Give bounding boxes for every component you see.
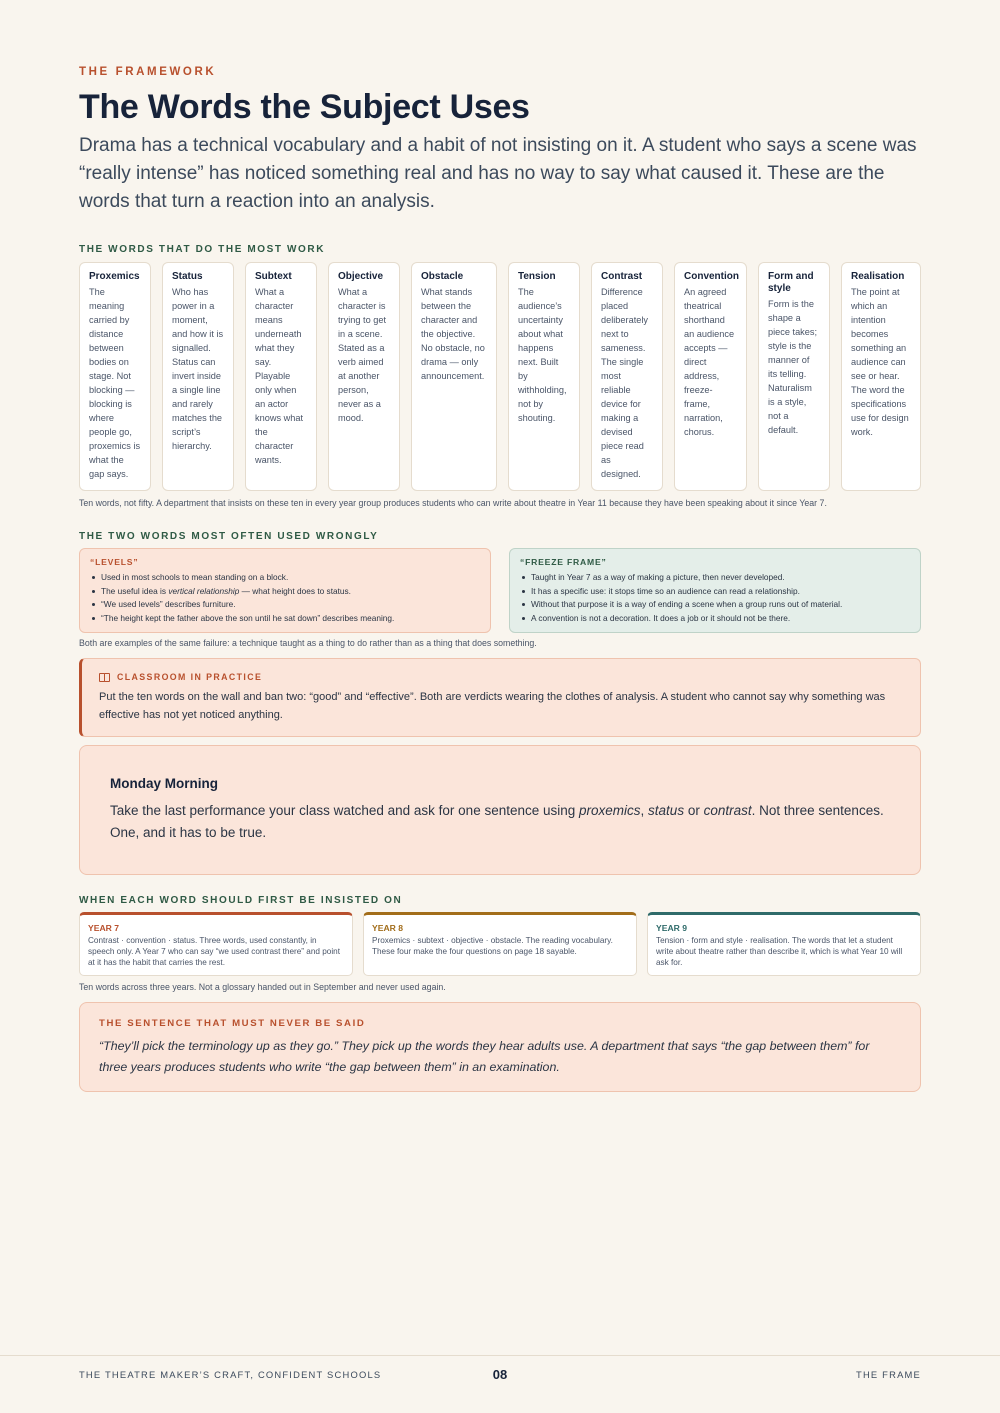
practice-label — [99, 672, 903, 682]
word-definition: What a character is trying to get in a scene. Stated as a verb aimed at another person, never as a mood. — [338, 287, 387, 423]
list-item: A convention is not a decoration. It does a job or it should not be there. — [520, 612, 910, 626]
list-item: Without that purpose it is a way of ending a scene when a group runs out of material. — [520, 598, 910, 612]
never-said-text: “They’ll pick the terminology up as they go.” They pick up the words they hear adults use. A department that says “the gap between them” for three years produces students who write “the gap between them” in an examination. — [99, 1039, 870, 1074]
list-item: “We used levels” describes furniture. — [90, 598, 480, 612]
word-card-form-and-style — [758, 262, 830, 491]
emphasis-status: status — [648, 803, 685, 818]
list-item: “The height kept the father above the son until he sat down” describes meaning. — [90, 612, 480, 626]
word-card-tension — [508, 262, 580, 491]
levels-title: “LEVELS” — [90, 557, 139, 567]
wrong-section-label: THE TWO WORDS MOST OFTEN USED WRONGLY — [79, 531, 379, 542]
section-eyebrow: THE FRAMEWORK — [79, 66, 217, 78]
never-said-box — [79, 1002, 921, 1092]
footer — [79, 1368, 921, 1382]
page-number: 08 — [492, 1367, 508, 1382]
word-card-obstacle — [411, 262, 497, 491]
word-cards — [79, 262, 921, 491]
word-name: Tension — [518, 271, 556, 282]
year-label: YEAR 7 — [88, 923, 120, 933]
footer-section: THE FRAME — [856, 1369, 921, 1380]
word-name: Convention — [684, 271, 739, 282]
word-card-proxemics — [79, 262, 151, 491]
emphasis-contrast: contrast — [703, 803, 752, 818]
monday-text-part: , — [640, 803, 649, 818]
word-name: Realisation — [851, 271, 905, 282]
word-card-realisation — [841, 262, 921, 491]
freeze-frame-box — [509, 548, 921, 633]
word-name: Obstacle — [421, 271, 464, 282]
list-item: Taught in Year 7 as a way of making a picture, then never developed. — [520, 571, 910, 585]
word-name: Proxemics — [89, 271, 140, 282]
year-card-8 — [363, 912, 637, 976]
word-definition: What a character means underneath what they say. Playable only when an actor knows what the character wants. — [255, 287, 304, 465]
year-card-9 — [647, 912, 921, 976]
word-card-status — [162, 262, 234, 491]
word-card-objective — [328, 262, 400, 491]
levels-box — [79, 548, 491, 633]
monday-text-part: or — [684, 803, 704, 818]
emphasis-text: vertical relationship — [168, 585, 240, 596]
levels-list — [90, 571, 480, 625]
word-definition: The meaning carried by distance between bodies on stage. Not blocking — blocking is where people go, proxemics is what the gap says. — [89, 287, 141, 479]
word-definition: Form is the shape a piece takes; style is the manner of its telling. Naturalism is a style, not a default. — [768, 299, 818, 435]
list-item: Used in most schools to mean standing on a block. — [90, 571, 480, 585]
word-name: Contrast — [601, 271, 643, 282]
year-text: Tension · form and style · realisation. The words that let a student write about theatre rather than describe it, which is what Year 10 will ask for. — [656, 936, 903, 967]
monday-text — [110, 800, 890, 844]
word-definition: The audience’s uncertainty about what happens next. Built by withholding, not by shouting. — [518, 287, 567, 423]
words-note: Ten words, not fifty. A department that insists on these ten in every year group produces students who can write about theatre in Year 11 because they have been speaking about it since Year 7. — [79, 498, 827, 508]
never-said-label: THE SENTENCE THAT MUST NEVER BE SAID — [99, 1018, 366, 1029]
lede-paragraph: Drama has a technical vocabulary and a habit of not insisting on it. A student who says a scene was “really intense” has noticed something real and has no way to say what caused it. These are the words that turn a reaction into an analysis. — [79, 135, 917, 212]
words-section-label: THE WORDS THAT DO THE MOST WORK — [79, 244, 326, 255]
years-note: Ten words across three years. Not a glossary handed out in September and never used again. — [79, 982, 446, 992]
list-item: It has a specific use: it stops time so an audience can read a relationship. — [520, 585, 910, 599]
monday-text-part: . Not three sentences. One, and it has to be true. — [110, 803, 884, 840]
year-text: Proxemics · subtext · objective · obstacle. The reading vocabulary. These four make the four questions on page 18 sayable. — [372, 936, 613, 956]
freeze-frame-title: “FREEZE FRAME” — [520, 557, 607, 567]
word-name: Status — [172, 271, 203, 282]
page-title: The Words the Subject Uses — [79, 88, 530, 126]
word-definition: An agreed theatrical shorthand an audience accepts — direct address, freeze-frame, narration, chorus. — [684, 287, 735, 437]
list-item-text: — what height does to status. — [239, 585, 351, 596]
word-name: Objective — [338, 271, 384, 282]
year-label: YEAR 8 — [372, 923, 404, 933]
practice-label-text: CLASSROOM IN PRACTICE — [117, 672, 263, 682]
list-item — [90, 585, 480, 599]
year-text: Contrast · convention · status. Three words, used constantly, in speech only. A Year 7 who can say “we used contrast there” and point at it has the habit that carries the rest. — [88, 936, 340, 967]
word-card-convention — [674, 262, 747, 491]
monday-text-part: Take the last performance your class watched and ask for one sentence using — [110, 803, 580, 818]
monday-title: Monday Morning — [110, 776, 218, 791]
freeze-frame-list — [520, 571, 910, 625]
year-label: YEAR 9 — [656, 923, 688, 933]
footer-divider — [0, 1355, 1000, 1356]
word-definition: Who has power in a moment, and how it is signalled. Status can invert inside a single line and rarely matches the script’s hierarchy. — [172, 287, 224, 451]
word-definition: The point at which an intention becomes something an audience can see or hear. The word the specifications use for design work. — [851, 287, 909, 437]
footer-publication: THE THEATRE MAKER’S CRAFT, CONFIDENT SCHOOLS — [79, 1369, 382, 1380]
word-definition: What stands between the character and the objective. No obstacle, no drama — only announcement. — [421, 287, 485, 381]
year-cards — [79, 912, 921, 976]
book-icon — [99, 673, 110, 681]
years-section-label: WHEN EACH WORD SHOULD FIRST BE INSISTED ON — [79, 895, 403, 906]
word-name: Subtext — [255, 271, 292, 282]
emphasis-proxemics: proxemics — [579, 803, 641, 818]
wrong-note: Both are examples of the same failure: a technique taught as a thing to do rather than as a thing that does something. — [79, 638, 537, 648]
list-item-text: The useful idea is — [101, 585, 169, 596]
year-card-7 — [79, 912, 353, 976]
word-card-contrast — [591, 262, 663, 491]
word-definition: Difference placed deliberately next to sameness. The single most reliable device for making a devised piece read as designed. — [601, 287, 648, 479]
classroom-practice-callout — [79, 658, 921, 737]
word-card-subtext — [245, 262, 317, 491]
practice-text: Put the ten words on the wall and ban two: “good” and “effective”. Both are verdicts wearing the clothes of analysis. A student who cannot say why something was effective has not yet noticed anything. — [99, 691, 886, 721]
monday-morning-box — [79, 745, 921, 875]
word-name: Form and style — [768, 271, 814, 294]
